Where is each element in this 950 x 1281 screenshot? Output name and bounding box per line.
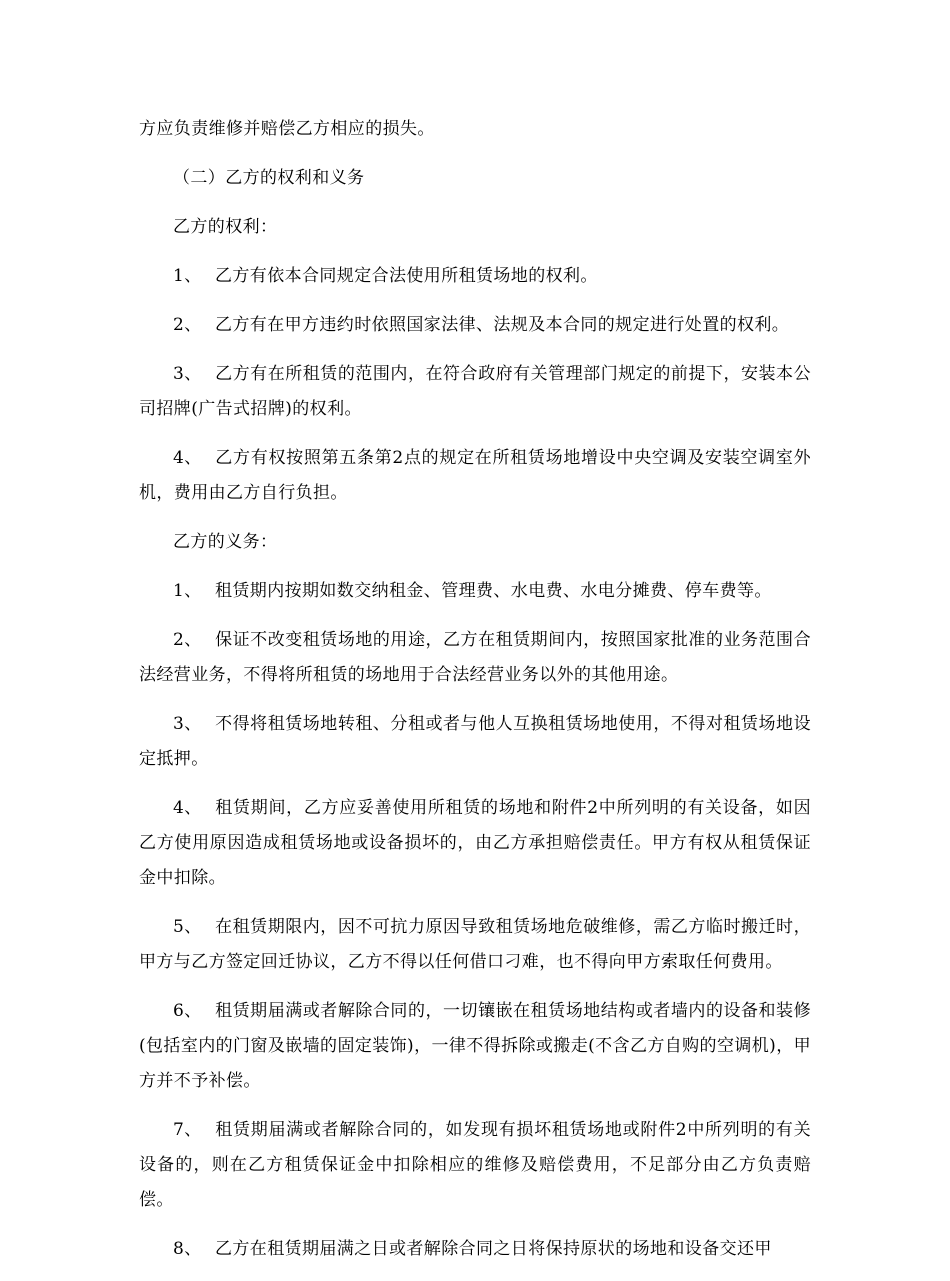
item-number: 8、 (173, 1239, 202, 1259)
subheading-text: 乙方的权利： (173, 217, 278, 237)
item-number: 3、 (173, 364, 202, 384)
item-number: 2、 (173, 315, 202, 335)
item-text: 租赁期内按期如数交纳租金、管理费、水电费、水电分摊费、停车费等。 (215, 581, 772, 601)
item-text: 乙方有权按照第五条第2点的规定在所租赁场地增设中央空调及安装空调室外机，费用由乙方自行负担。 (139, 448, 811, 503)
obligations-item-6 (139, 994, 811, 1099)
item-number: 5、 (173, 917, 202, 937)
obligations-item-3 (139, 707, 811, 777)
rights-item-3 (139, 357, 811, 427)
rights-item-2 (139, 308, 811, 343)
item-number: 1、 (173, 581, 202, 601)
item-text: 乙方有在甲方违约时依照国家法律、法规及本合同的规定进行处置的权利。 (215, 315, 790, 335)
obligations-item-8 (139, 1232, 811, 1267)
obligations-item-5 (139, 910, 811, 980)
item-text: 租赁期届满或者解除合同的，一切镶嵌在租赁场地结构或者墙内的设备和装修(包括室内的门窗及嵌墙的固定装饰)，一律不得拆除或搬走(不含乙方自购的空调机)，甲方并不予补偿。 (139, 1001, 811, 1091)
obligations-item-2 (139, 623, 811, 693)
rights-item-4 (139, 441, 811, 511)
item-number: 2、 (173, 630, 202, 650)
document-body (139, 112, 811, 1281)
item-text: 租赁期届满或者解除合同的，如发现有损坏租赁场地或附件2中所列明的有关设备的，则在乙方租赁保证金中扣除相应的维修及赔偿费用，不足部分由乙方负责赔偿。 (139, 1120, 811, 1210)
item-text: 乙方有在所租赁的范围内，在符合政府有关管理部门规定的前提下，安装本公司招牌(广告式招牌)的权利。 (139, 364, 811, 419)
item-text: 保证不改变租赁场地的用途，乙方在租赁期间内，按照国家批准的业务范围合法经营业务，不得将所租赁的场地用于合法经营业务以外的其他用途。 (139, 630, 811, 685)
item-text: 乙方有依本合同规定合法使用所租赁场地的权利。 (215, 266, 598, 286)
item-number: 7、 (173, 1120, 202, 1140)
paragraph-text: 方应负责维修并赔偿乙方相应的损失。 (139, 119, 435, 139)
obligations-item-7 (139, 1113, 811, 1218)
item-number: 4、 (173, 798, 202, 818)
subheading-obligations (139, 525, 811, 560)
subheading-text: 乙方的义务： (173, 532, 278, 552)
item-number: 1、 (173, 266, 202, 286)
obligations-item-4 (139, 791, 811, 896)
item-text: 乙方在租赁期届满之日或者解除合同之日将保持原状的场地和设备交还甲 (215, 1239, 772, 1259)
item-text: 不得将租赁场地转租、分租或者与他人互换租赁场地使用，不得对租赁场地设定抵押。 (139, 714, 811, 769)
item-text: 在租赁期限内，因不可抗力原因导致租赁场地危破维修，需乙方临时搬迁时，甲方与乙方签定回迁协议，乙方不得以任何借口刁难，也不得向甲方索取任何费用。 (139, 917, 811, 972)
subheading-rights (139, 210, 811, 245)
paragraph-continuation (139, 112, 811, 147)
item-text: 租赁期间，乙方应妥善使用所租赁的场地和附件2中所列明的有关设备，如因乙方使用原因造成租赁场地或设备损坏的，由乙方承担赔偿责任。甲方有权从租赁保证金中扣除。 (139, 798, 811, 888)
item-number: 6、 (173, 1001, 202, 1021)
section-heading-party-b (139, 161, 811, 196)
item-number: 3、 (173, 714, 202, 734)
rights-item-1 (139, 259, 811, 294)
section-heading-text: （二）乙方的权利和义务 (173, 168, 365, 188)
item-number: 4、 (173, 448, 202, 468)
obligations-item-1 (139, 574, 811, 609)
